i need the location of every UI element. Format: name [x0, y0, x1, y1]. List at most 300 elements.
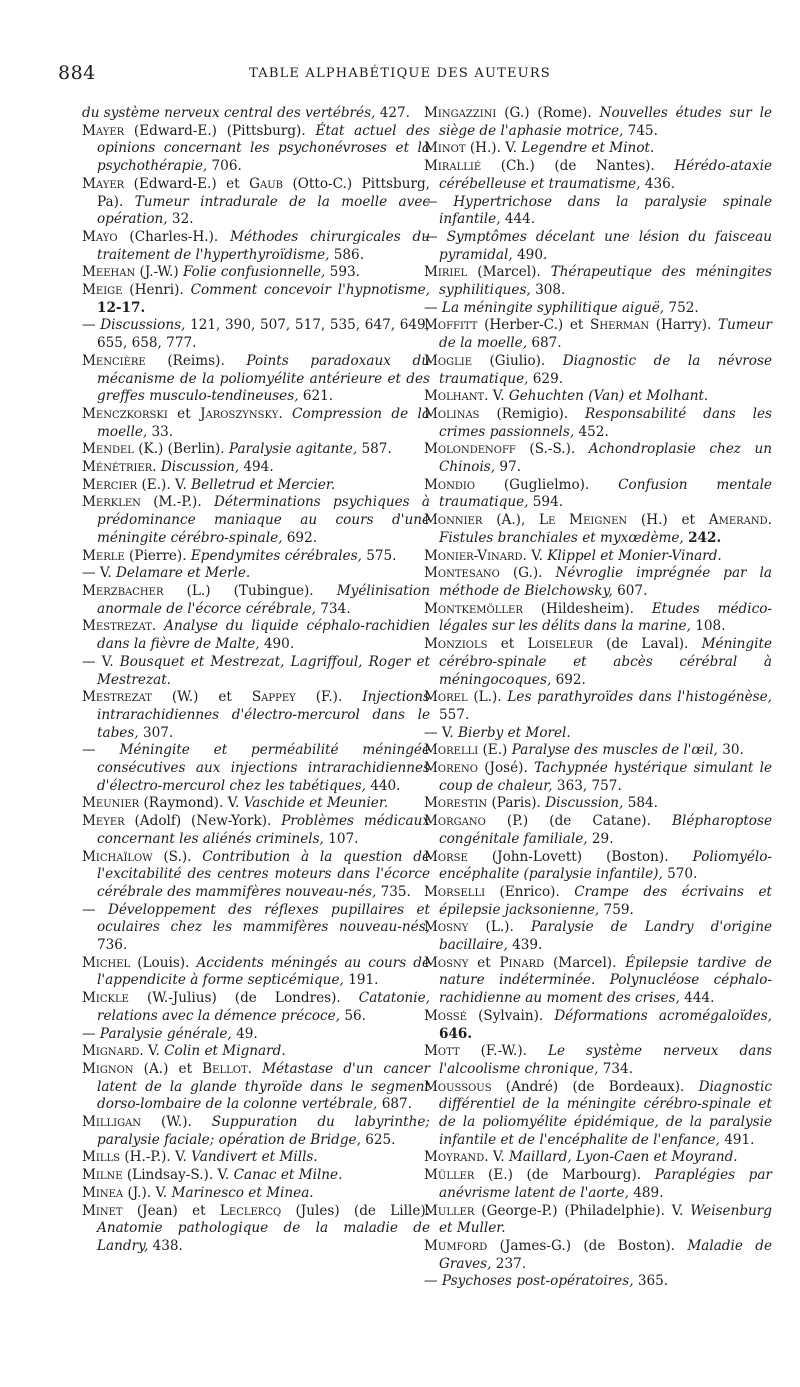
entry-text: 108.: [690, 618, 726, 635]
entry-title: Méningite et perméabilité méningée consécutives aux injections intrarachidiennes d'électro-mercurol chez les tabétiques,: [97, 742, 430, 794]
author-name: Jaroszynsky: [200, 405, 279, 422]
entry-text: 586.: [329, 246, 365, 263]
index-entry: [424, 849, 772, 884]
index-entry: [424, 406, 772, 441]
entry-text: 491.: [719, 1131, 755, 1148]
entry-title: Vaschide et Meunier.: [243, 795, 389, 812]
author-name: Loiseleur: [527, 636, 593, 653]
author-name: Mumford: [424, 1238, 488, 1254]
index-entry: [82, 406, 430, 441]
author-name: Morelli: [424, 742, 479, 759]
entry-title: Points paradoxaux du mécanisme de la poliomyélite antérieure et des greffes musculo-tendineuses,: [97, 352, 430, 405]
entry-text: — V.: [424, 724, 458, 741]
entry-title: Blépharoptose congénitale familiale,: [439, 813, 772, 847]
entry-text: 30.: [717, 742, 744, 759]
entry-text: .: [152, 459, 161, 476]
author-name: Molhant: [424, 388, 485, 405]
entry-text: 242.: [688, 529, 722, 546]
entry-text: 621.: [298, 388, 334, 405]
entry-text: (Jean) et: [122, 1202, 220, 1219]
entry-text: (Edward-E.) et: [124, 175, 250, 192]
author-name: Merle: [82, 547, 125, 564]
entry-title: Diagnostic différentiel de la méningite cérébro-spinale et de la poliomyélite épidémique, de la paralysie infantile et de l'encéphalite de l'enfance,: [439, 1078, 772, 1148]
index-entry: [82, 441, 430, 459]
entry-text: (Jules) (de Lille).: [281, 1202, 430, 1219]
author-name: Morestin: [424, 795, 488, 812]
entry-text: .: [247, 1060, 263, 1077]
index-entry: [424, 884, 772, 919]
entry-text: 308.: [530, 282, 566, 299]
index-entry: [82, 742, 430, 795]
entry-text: (Adolf) (New-York).: [124, 813, 282, 830]
entry-title: Déformations acromégaloïdes,: [554, 1007, 772, 1024]
entry-title: Analyse du liquide céphalo-rachidien dans la fièvre de Malte,: [97, 618, 430, 653]
index-entry: [424, 194, 772, 229]
entry-title: Delamare et Merle.: [116, 565, 251, 582]
entry-text: (M.-P.).: [140, 494, 214, 511]
entry-text: .: [151, 618, 165, 635]
entry-title: Marinesco et Minea.: [171, 1184, 314, 1201]
author-name: Mingazzini: [424, 105, 497, 121]
entry-title: Crampe des écrivains et épilepsie jacksonienne,: [439, 883, 772, 918]
index-entry: [424, 512, 772, 547]
entry-text: (Charles-H.).: [117, 228, 231, 245]
index-entry: [82, 813, 430, 848]
author-name: Mignard: [82, 1043, 140, 1060]
entry-text: (Remigio).: [479, 405, 586, 422]
entry-text: 736.: [97, 937, 128, 954]
entry-title: Tachypnée hystérique simulant le coup de chaleur,: [439, 760, 772, 794]
entry-title: Psychoses post-opératoires,: [441, 1273, 634, 1290]
entry-title: Contribution à la question de l'excitabilité des centres moteurs dans l'écorce cérébrale des mammifères nouveau-nés,: [97, 848, 430, 900]
entry-text: (James-G.) (de Boston).: [487, 1238, 688, 1254]
entry-text: 490.: [512, 246, 548, 263]
author-name: Mossé: [424, 1007, 467, 1024]
index-entry: [424, 1273, 772, 1291]
entry-text: 557.: [439, 706, 470, 723]
entry-title: Discussion,: [160, 459, 240, 476]
index-entry: [82, 565, 430, 583]
entry-text: (Lindsay-S.). V.: [122, 1167, 234, 1184]
entry-text: (Louis).: [130, 954, 197, 971]
author-name: Moreno: [424, 760, 478, 777]
author-name: Sappey: [251, 689, 296, 706]
entry-text: 56.: [340, 1007, 366, 1024]
entry-text: 607.: [612, 582, 648, 599]
author-name: Pinard: [499, 954, 545, 971]
entry-text: (A.) et: [133, 1060, 203, 1077]
author-name: Ménétrier: [82, 459, 153, 476]
author-name: Molinas: [424, 405, 480, 422]
entry-text: (P.) (de Catane).: [485, 813, 672, 830]
entry-title: Accidents méningés au cours de l'appendicite à forme septicémique,: [97, 954, 430, 989]
entry-title: Klippel et Monier-Vinard.: [547, 547, 722, 564]
entry-title: Responsabilité dans les crimes passionnels,: [439, 405, 773, 440]
entry-text: . V.: [484, 388, 509, 405]
entry-text: et: [468, 954, 500, 971]
index-entry: [82, 1026, 430, 1044]
author-name: Milne: [82, 1167, 123, 1184]
entry-text: 452.: [574, 423, 609, 440]
index-entry: [82, 353, 430, 406]
entry-text: (J.-W.): [135, 264, 183, 281]
index-entry: [424, 477, 772, 512]
entry-text: 570.: [662, 866, 698, 883]
entry-text: (de Laval).: [592, 636, 702, 653]
entry-text: 490.: [259, 636, 295, 653]
entry-text: (Giulio).: [472, 352, 563, 369]
entry-text: (Sylvain).: [466, 1007, 555, 1024]
entry-text: (Herber-C.) et: [477, 317, 591, 334]
index-entry: [82, 583, 430, 618]
index-entry: [424, 1079, 772, 1150]
entry-text: (Raymond). V.: [139, 795, 244, 812]
author-name: Moyrand: [424, 1149, 485, 1166]
entry-text: (G.) (Rome).: [496, 105, 600, 121]
author-name: Mayer: [82, 175, 125, 192]
author-name: Montkemöller: [424, 600, 523, 617]
entry-text: (Reims).: [145, 352, 247, 369]
index-entry: [424, 725, 772, 743]
author-name: Müller: [424, 1167, 475, 1184]
entry-text: (Otto-C.) Pittsburg, Pa).: [97, 175, 430, 210]
index-entry: [82, 548, 430, 566]
entry-text: 587.: [357, 441, 392, 458]
index-entry: [424, 264, 772, 299]
entry-title: Hérédo-ataxie cérébelleuse et traumatisme,: [439, 158, 772, 192]
entry-title: Compression de la moelle,: [97, 405, 430, 440]
entry-text: 365.: [633, 1273, 669, 1290]
entry-title: Discussions,: [100, 317, 186, 334]
entry-title: Belletrud et Mercier.: [191, 476, 336, 493]
index-entry: [82, 264, 430, 282]
entry-text: (H.-P.). V.: [120, 1149, 192, 1166]
entry-text: 33.: [147, 423, 174, 440]
index-entry: [82, 123, 430, 176]
entry-text: —: [82, 1025, 100, 1042]
index-entry: [82, 1203, 430, 1256]
page-number: 884: [58, 62, 96, 84]
page-header: [0, 62, 800, 92]
entry-title: Colin et Mignard.: [164, 1043, 286, 1060]
author-name: Le Meignen: [539, 512, 628, 529]
entry-title: Métastase d'un cancer latent de la glande thyroïde dans le segment dorso-lombaire de la colonne vertébrale,: [97, 1060, 430, 1113]
entry-text: (Paris).: [487, 795, 546, 812]
index-entry: [424, 795, 772, 813]
index-entry: [82, 229, 430, 264]
author-name: Gaub: [249, 175, 283, 192]
entry-text: (F.-W.).: [459, 1043, 548, 1060]
index-entry: [82, 955, 430, 990]
index-entry: [424, 601, 772, 636]
entry-text: 444.: [500, 211, 536, 228]
author-name: Mignon: [82, 1060, 134, 1077]
entry-title: Paraplégies par anévrisme latent de l'aorte,: [439, 1167, 772, 1201]
entry-text: —: [424, 193, 454, 210]
entry-title: Névroglie imprégnée par la méthode de Bielchowsky,: [439, 565, 773, 599]
entry-text: (Hildesheim).: [522, 600, 652, 617]
index-entry: [424, 689, 772, 724]
index-entry: [424, 548, 772, 566]
author-name: Mayer: [82, 122, 125, 139]
index-entry: [424, 565, 772, 600]
right-column: [424, 105, 772, 1291]
entry-text: (L.).: [468, 919, 531, 936]
entry-text: (Guglielmo).: [475, 476, 619, 493]
index-entry: [424, 1238, 772, 1273]
index-entry: [82, 477, 430, 495]
entry-title: Méthodes chirurgicales du traitement de l'hyperthyroïdisme,: [97, 228, 430, 263]
entry-text: (Ch.) (de Nantes).: [481, 158, 675, 175]
index-entry: [424, 441, 772, 476]
author-name: Mirallié: [424, 158, 482, 175]
index-entry: [82, 1061, 430, 1114]
entry-title: Maillard, Lyon-Caen et Moyrand.: [508, 1149, 738, 1166]
entry-text: 307.: [138, 724, 174, 741]
entry-text: (L.).: [467, 689, 508, 706]
entry-text: 735.: [376, 883, 411, 900]
author-name: Mosny: [424, 954, 469, 971]
entry-text: 687.: [377, 1096, 412, 1113]
author-name: Mayo: [82, 228, 118, 245]
entry-title: État actuel des opinions concernant les psychonévroses et la psychothérapie,: [97, 122, 430, 175]
author-name: Michaïlow: [82, 848, 153, 865]
author-name: Monier-Vinard: [424, 547, 523, 564]
entry-text: . V.: [522, 547, 548, 564]
index-entry: [424, 353, 772, 388]
entry-title: Hypertrichose dans la paralysie spinale infantile,: [439, 193, 772, 228]
entry-title: Ependymites cérébrales,: [190, 547, 362, 564]
entry-text: (S.).: [152, 848, 203, 865]
entry-text: (Harry).: [649, 317, 718, 334]
entry-title: Gehuchten (Van) et Molhant.: [508, 388, 709, 405]
entry-text: 575.: [361, 547, 397, 564]
author-name: Mills: [82, 1149, 121, 1166]
index-entry: [424, 1008, 772, 1043]
author-name: Minet: [82, 1202, 123, 1219]
author-name: Milligan: [82, 1114, 142, 1131]
entry-title: Paralyse des muscles de l'œil,: [511, 742, 718, 759]
author-name: Mestrezat: [82, 618, 152, 635]
author-name: Monziols: [424, 636, 488, 653]
author-name: Merzbacher: [82, 582, 164, 599]
entry-text: 692.: [551, 671, 586, 688]
author-name: Sherman: [590, 317, 650, 334]
entry-text: 692.: [282, 529, 318, 546]
entry-title: Le système nerveux dans l'alcoolisme chronique,: [439, 1043, 772, 1077]
entry-text: 107.: [323, 830, 359, 847]
author-name: Montesano: [424, 565, 500, 582]
author-name: Mosny: [424, 919, 469, 936]
entry-title: Myélinisation anormale de l'écorce cérébrale,: [97, 582, 430, 617]
entry-title: Nouvelles études sur le siège de l'aphasie motrice,: [439, 105, 772, 139]
author-name: Mondio: [424, 476, 476, 493]
index-entry: [82, 618, 430, 653]
author-name: Morse: [424, 848, 468, 865]
entry-title: Méningite cérébro-spinale et abcès cérébral à méningocoques,: [439, 636, 772, 688]
index-entry: [424, 919, 772, 954]
entry-text: (W.) et: [151, 689, 252, 706]
entry-title: Développement des réflexes pupillaires et oculaires chez les mammifères nouveau-nés,: [97, 901, 430, 936]
entry-title: Confusion mentale traumatique,: [439, 476, 772, 511]
entry-title: Épilepsie tardive de nature indéterminée. Polynucléose céphalo-rachidienne au moment des crises,: [439, 954, 772, 1007]
index-entry: [82, 1149, 430, 1167]
entry-title: Les parathyroïdes dans l'histogénèse,: [507, 689, 772, 706]
entry-text: .: [767, 512, 772, 529]
index-entry: [82, 317, 430, 352]
author-name: Mott: [424, 1043, 460, 1060]
author-name: Mestrezat: [82, 689, 152, 706]
entry-text: 759.: [599, 901, 634, 918]
author-name: Meyer: [82, 813, 125, 830]
entry-text: 438.: [148, 1238, 183, 1254]
entry-title: Tumeur intradurale de la moelle avec opération,: [97, 193, 430, 228]
entry-title: Discussion,: [545, 795, 624, 812]
entry-text: (H.). V.: [465, 140, 522, 157]
index-entry: [82, 105, 430, 123]
entry-title: Anatomie pathologique de la maladie de Landry,: [97, 1220, 430, 1254]
entry-title: Maladie de Graves,: [439, 1238, 773, 1272]
entry-text: 440.: [365, 777, 401, 794]
author-name: Moffitt: [424, 317, 478, 334]
author-name: Merklen: [82, 494, 141, 511]
author-name: Michel: [82, 954, 131, 971]
entry-text: 734.: [315, 600, 351, 617]
entry-text: (André) (de Bordeaux).: [491, 1078, 699, 1095]
entry-text: . V.: [139, 1043, 165, 1060]
author-name: Meehan: [82, 264, 136, 281]
entry-title: Thérapeutique des méningites syphilitiques,: [439, 264, 772, 299]
index-entry: [424, 760, 772, 795]
index-entry: [82, 1043, 430, 1061]
entry-text: 584.: [623, 795, 658, 812]
entry-title: Symptômes décelant une lésion du faisceau pyramidal,: [439, 228, 772, 263]
author-name: Leclercq: [219, 1202, 282, 1219]
entry-text: (José).: [477, 760, 535, 777]
entry-text: 734.: [598, 1060, 634, 1077]
entry-title: Vandivert et Mills.: [191, 1149, 318, 1166]
entry-text: (K.) (Berlin).: [133, 441, 229, 458]
author-name: Bellot: [202, 1060, 248, 1077]
entry-text: 436.: [640, 175, 676, 192]
entry-text: 121, 390, 507, 517, 535, 647, 649, 655, 658, 777.: [97, 317, 431, 352]
entry-title: Suppuration du labyrinthe; paralysie faciale; opération de Bridge,: [97, 1114, 430, 1148]
entry-text: 745.: [623, 122, 658, 139]
author-name: Menczkorski: [82, 405, 168, 422]
index-entry: [82, 176, 430, 229]
author-name: Mickle: [82, 990, 129, 1007]
entry-title: Canac et Milne.: [233, 1167, 343, 1184]
entry-text: 29.: [587, 830, 614, 847]
entry-title: Poliomyélo-encéphalite (paralysie infantile),: [439, 848, 772, 883]
entry-text: (E.). V.: [137, 476, 192, 493]
entry-text: —: [424, 228, 447, 245]
author-name: Muller: [424, 1202, 475, 1219]
entry-text: 363, 757.: [552, 777, 622, 794]
entry-title: Paralysie générale,: [99, 1025, 232, 1042]
entry-text: — V.: [82, 653, 120, 670]
entry-text: —: [424, 299, 442, 316]
entry-text: 439.: [507, 937, 543, 954]
entry-text: (F.).: [295, 689, 363, 706]
entry-title: Comment concevoir l'hypnotisme,: [190, 282, 430, 299]
entry-text: . V.: [484, 1149, 509, 1166]
entry-text: 97.: [495, 459, 522, 476]
entry-text: 646.: [439, 1025, 473, 1042]
index-entry: [82, 1114, 430, 1149]
entry-title: Bousquet et Mestrezat, Lagriffoul, Roger et Mestrezat.: [97, 653, 431, 688]
entry-text: (A.),: [482, 512, 540, 529]
left-column: [82, 105, 430, 1256]
author-name: Minot: [424, 140, 466, 157]
author-name: Moglie: [424, 352, 472, 369]
entry-text: 489.: [628, 1184, 664, 1201]
index-entry: [82, 990, 430, 1025]
author-name: Miriel: [424, 264, 468, 281]
entry-text: (Enrico).: [485, 883, 575, 900]
index-entry: [424, 229, 772, 264]
index-entry: [424, 317, 772, 352]
index-entry: [424, 742, 772, 760]
author-name: Mercier: [82, 476, 138, 493]
author-name: Moussous: [424, 1078, 492, 1095]
entry-text: (L.) (Tubingue).: [163, 582, 337, 599]
running-title: TABLE ALPHABÉTIQUE DES AUTEURS: [249, 66, 551, 81]
index-entry: [424, 158, 772, 193]
entry-text: 625.: [360, 1131, 396, 1148]
entry-text: 427.: [375, 105, 410, 121]
entry-text: 32.: [167, 211, 194, 228]
index-entry: [424, 105, 772, 140]
entry-text: et: [487, 636, 528, 653]
index-entry: [82, 1185, 430, 1203]
index-entry: [424, 1167, 772, 1202]
entry-title: Paralysie agitante,: [228, 441, 358, 458]
entry-text: (H.) et: [627, 512, 709, 529]
entry-title: Legendre et Minot.: [521, 140, 655, 157]
entry-title: Etudes médico-légales sur les délits dans la marine,: [439, 600, 772, 635]
index-entry: [82, 902, 430, 955]
author-name: Mendel: [82, 441, 134, 458]
entry-text: (S.-S.).: [515, 441, 589, 458]
entry-title: Tumeur de la moelle,: [439, 317, 772, 352]
entry-title: Fistules branchiales et myxœdème,: [439, 529, 684, 546]
entry-text: (E.) (de Marbourg).: [474, 1167, 655, 1184]
entry-text: (E.): [478, 742, 512, 759]
entry-text: (W.-Julius) (de Londres).: [128, 990, 359, 1007]
author-name: Morgano: [424, 813, 486, 830]
entry-title: La méningite syphilitique aiguë,: [441, 299, 665, 316]
index-entry: [424, 300, 772, 318]
entry-text: (Marcel).: [467, 264, 551, 281]
entry-title: Folie confusionnelle,: [182, 264, 326, 281]
entry-title: Bierby et Morel.: [458, 724, 571, 741]
entry-title: Problèmes médicaux concernant les aliénés criminels,: [97, 813, 431, 847]
index-entry: [424, 636, 772, 689]
index-entry: [424, 1043, 772, 1078]
entry-text: —: [424, 1273, 442, 1290]
entry-text: (Pierre).: [124, 547, 191, 564]
author-name: Meunier: [82, 795, 140, 812]
entry-text: (Henri).: [122, 282, 191, 299]
index-entry: [82, 1167, 430, 1185]
entry-text: 594.: [528, 494, 564, 511]
author-name: Molondenoff: [424, 441, 516, 458]
entry-text: 494.: [239, 459, 274, 476]
entry-text: 49.: [231, 1025, 258, 1042]
index-entry: [82, 494, 430, 547]
entry-title: Diagnostic de la névrose traumatique,: [439, 352, 772, 387]
